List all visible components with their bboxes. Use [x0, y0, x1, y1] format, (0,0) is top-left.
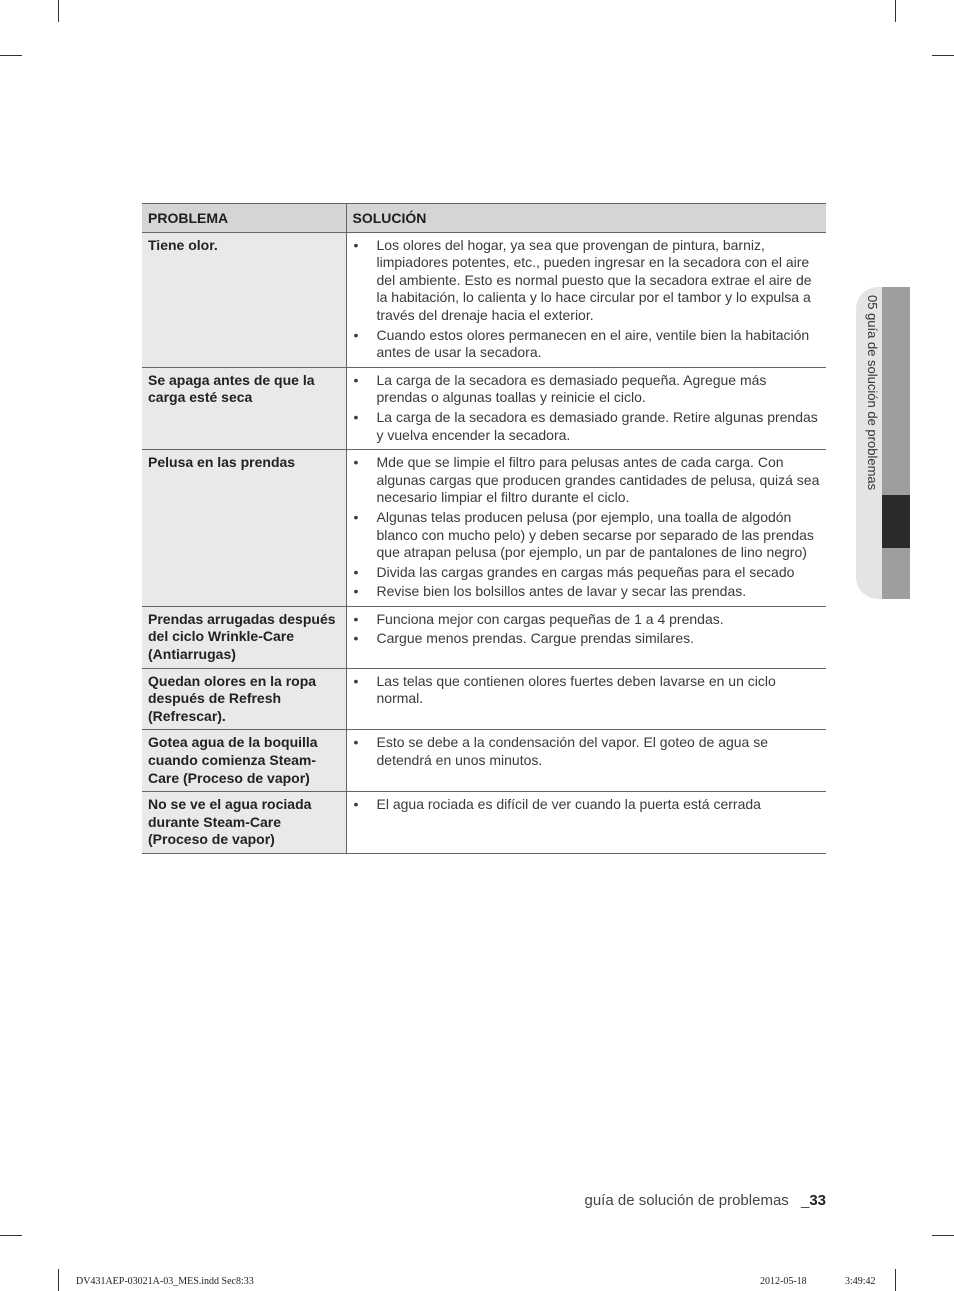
solution-cell	[346, 668, 826, 730]
bullet-icon: •	[353, 563, 359, 580]
problem-cell: Tiene olor.	[142, 232, 346, 367]
solution-text: Mde que se limpie el filtro para pelusas antes de cada carga. Con algunas cargas que producen grandes cantidades de pelusa, quizá sea necesario limpiar el filtro durante el ciclo.	[376, 454, 820, 506]
bullet-icon: •	[353, 454, 359, 471]
bullet-icon: •	[353, 630, 359, 647]
bullet-icon: •	[353, 672, 359, 689]
solution-cell	[346, 730, 826, 792]
solution-cell	[346, 606, 826, 668]
page-number: 33	[809, 1192, 826, 1209]
footer-section-title: guía de solución de problemas	[584, 1192, 789, 1209]
solution-cell	[346, 450, 826, 607]
solution-list	[353, 237, 821, 362]
crop-mark	[58, 1269, 59, 1291]
solution-text: El agua rociada es difícil de ver cuando la puerta está cerrada	[376, 796, 761, 813]
footer-page-prefix: _	[800, 1192, 810, 1209]
solution-text: La carga de la secadora es demasiado grande. Retire algunas prendas y vuelva encender la secadora.	[376, 408, 818, 443]
crop-mark	[895, 1269, 896, 1291]
imprint-file: DV431AEP-03021A-03_MES.indd Sec8:33	[76, 1276, 254, 1287]
problem-cell: Quedan olores en la ropa después de Refresh (Refrescar).	[142, 668, 346, 730]
solution-list	[353, 372, 821, 444]
table-row	[142, 730, 826, 792]
table-header-row	[142, 204, 826, 233]
problem-cell: Prendas arrugadas después del ciclo Wrinkle-Care (Antiarrugas)	[142, 606, 346, 668]
bullet-icon: •	[353, 508, 359, 525]
solution-list	[353, 673, 821, 708]
solution-item	[353, 564, 821, 582]
problem-cell: No se ve el agua rociada durante Steam-Care (Proceso de vapor)	[142, 792, 346, 854]
solution-item	[353, 372, 821, 407]
bullet-icon: •	[353, 583, 359, 600]
table-body	[142, 232, 826, 853]
solution-text: Las telas que contienen olores fuertes deben lavarse en un ciclo normal.	[376, 672, 776, 707]
bullet-icon: •	[353, 236, 359, 253]
solution-item	[353, 509, 821, 562]
solution-text: Divida las cargas grandes en cargas más pequeñas para el secado	[376, 563, 795, 580]
table-row	[142, 232, 826, 367]
crop-mark	[895, 0, 896, 22]
solution-text: Esto se debe a la condensación del vapor. El goteo de agua se detendrá en unos minutos.	[376, 734, 769, 769]
solution-list	[353, 454, 821, 601]
crop-mark	[58, 0, 59, 22]
bullet-icon: •	[353, 371, 359, 388]
table-row	[142, 792, 826, 854]
solution-item	[353, 734, 821, 769]
solution-item	[353, 611, 821, 629]
solution-text: Cuando estos olores permanecen en el aire, ventile bien la habitación antes de usar la secadora.	[376, 326, 810, 361]
bullet-icon: •	[353, 734, 359, 751]
problem-cell: Gotea agua de la boquilla cuando comienza Steam-Care (Proceso de vapor)	[142, 730, 346, 792]
bullet-icon: •	[353, 408, 359, 425]
solution-text: Cargue menos prendas. Cargue prendas similares.	[376, 630, 694, 647]
crop-mark	[0, 55, 22, 56]
solution-item	[353, 237, 821, 325]
table-row	[142, 367, 826, 449]
solution-list	[353, 734, 821, 769]
crop-mark	[932, 55, 954, 56]
solution-cell	[346, 792, 826, 854]
solution-item	[353, 583, 821, 601]
bullet-icon: •	[353, 326, 359, 343]
solution-item	[353, 409, 821, 444]
page-footer	[584, 1192, 826, 1209]
bullet-icon: •	[353, 610, 359, 627]
problem-cell: Se apaga antes de que la carga esté seca	[142, 367, 346, 449]
crop-mark	[0, 1235, 22, 1236]
table-row	[142, 606, 826, 668]
solution-text: Los olores del hogar, ya sea que provengan de pintura, barniz, limpiadores potentes, etc., pueden ingresar en la secadora con el aire del ambiente. Esto es normal puesto que la secadora extrae el aire de la habitación, lo calienta y lo hace circular por el tambor y lo expulsa a través del drenaje hacia el exterior.	[376, 236, 812, 323]
solution-cell	[346, 367, 826, 449]
problem-column-header: PROBLEMA	[142, 204, 346, 233]
troubleshooting-table	[142, 203, 826, 854]
problem-cell: Pelusa en las prendas	[142, 450, 346, 607]
solution-cell	[346, 232, 826, 367]
section-tab-bar	[882, 548, 910, 599]
solution-item	[353, 630, 821, 648]
solution-item	[353, 327, 821, 362]
table-row	[142, 668, 826, 730]
imprint-date: 2012-05-18	[760, 1276, 807, 1287]
table-row	[142, 450, 826, 607]
solution-text: Revise bien los bolsillos antes de lavar y secar las prendas.	[376, 583, 747, 600]
solution-item	[353, 796, 821, 814]
bullet-icon: •	[353, 796, 359, 813]
crop-mark	[932, 1235, 954, 1236]
solution-text: La carga de la secadora es demasiado pequeña. Agregue más prendas o algunas toallas y reinicie el ciclo.	[376, 371, 767, 406]
solution-text: Algunas telas producen pelusa (por ejemplo, una toalla de algodón blanco con mucho pelo) y deben secarse por separado de las prendas que atrapan pelusa (por ejemplo, un par de pantalones de lino negro)	[376, 508, 814, 561]
solution-item	[353, 673, 821, 708]
section-tab-marker	[882, 495, 910, 548]
solution-column-header: SOLUCIÓN	[346, 204, 826, 233]
section-tab-bar	[882, 287, 910, 495]
solution-list	[353, 796, 821, 814]
solution-list	[353, 611, 821, 648]
imprint-time: 3:49:42	[845, 1276, 876, 1287]
section-tab-label: 05 guía de solución de problemas	[865, 295, 880, 491]
solution-text: Funciona mejor con cargas pequeñas de 1 a 4 prendas.	[376, 610, 724, 627]
solution-item	[353, 454, 821, 507]
